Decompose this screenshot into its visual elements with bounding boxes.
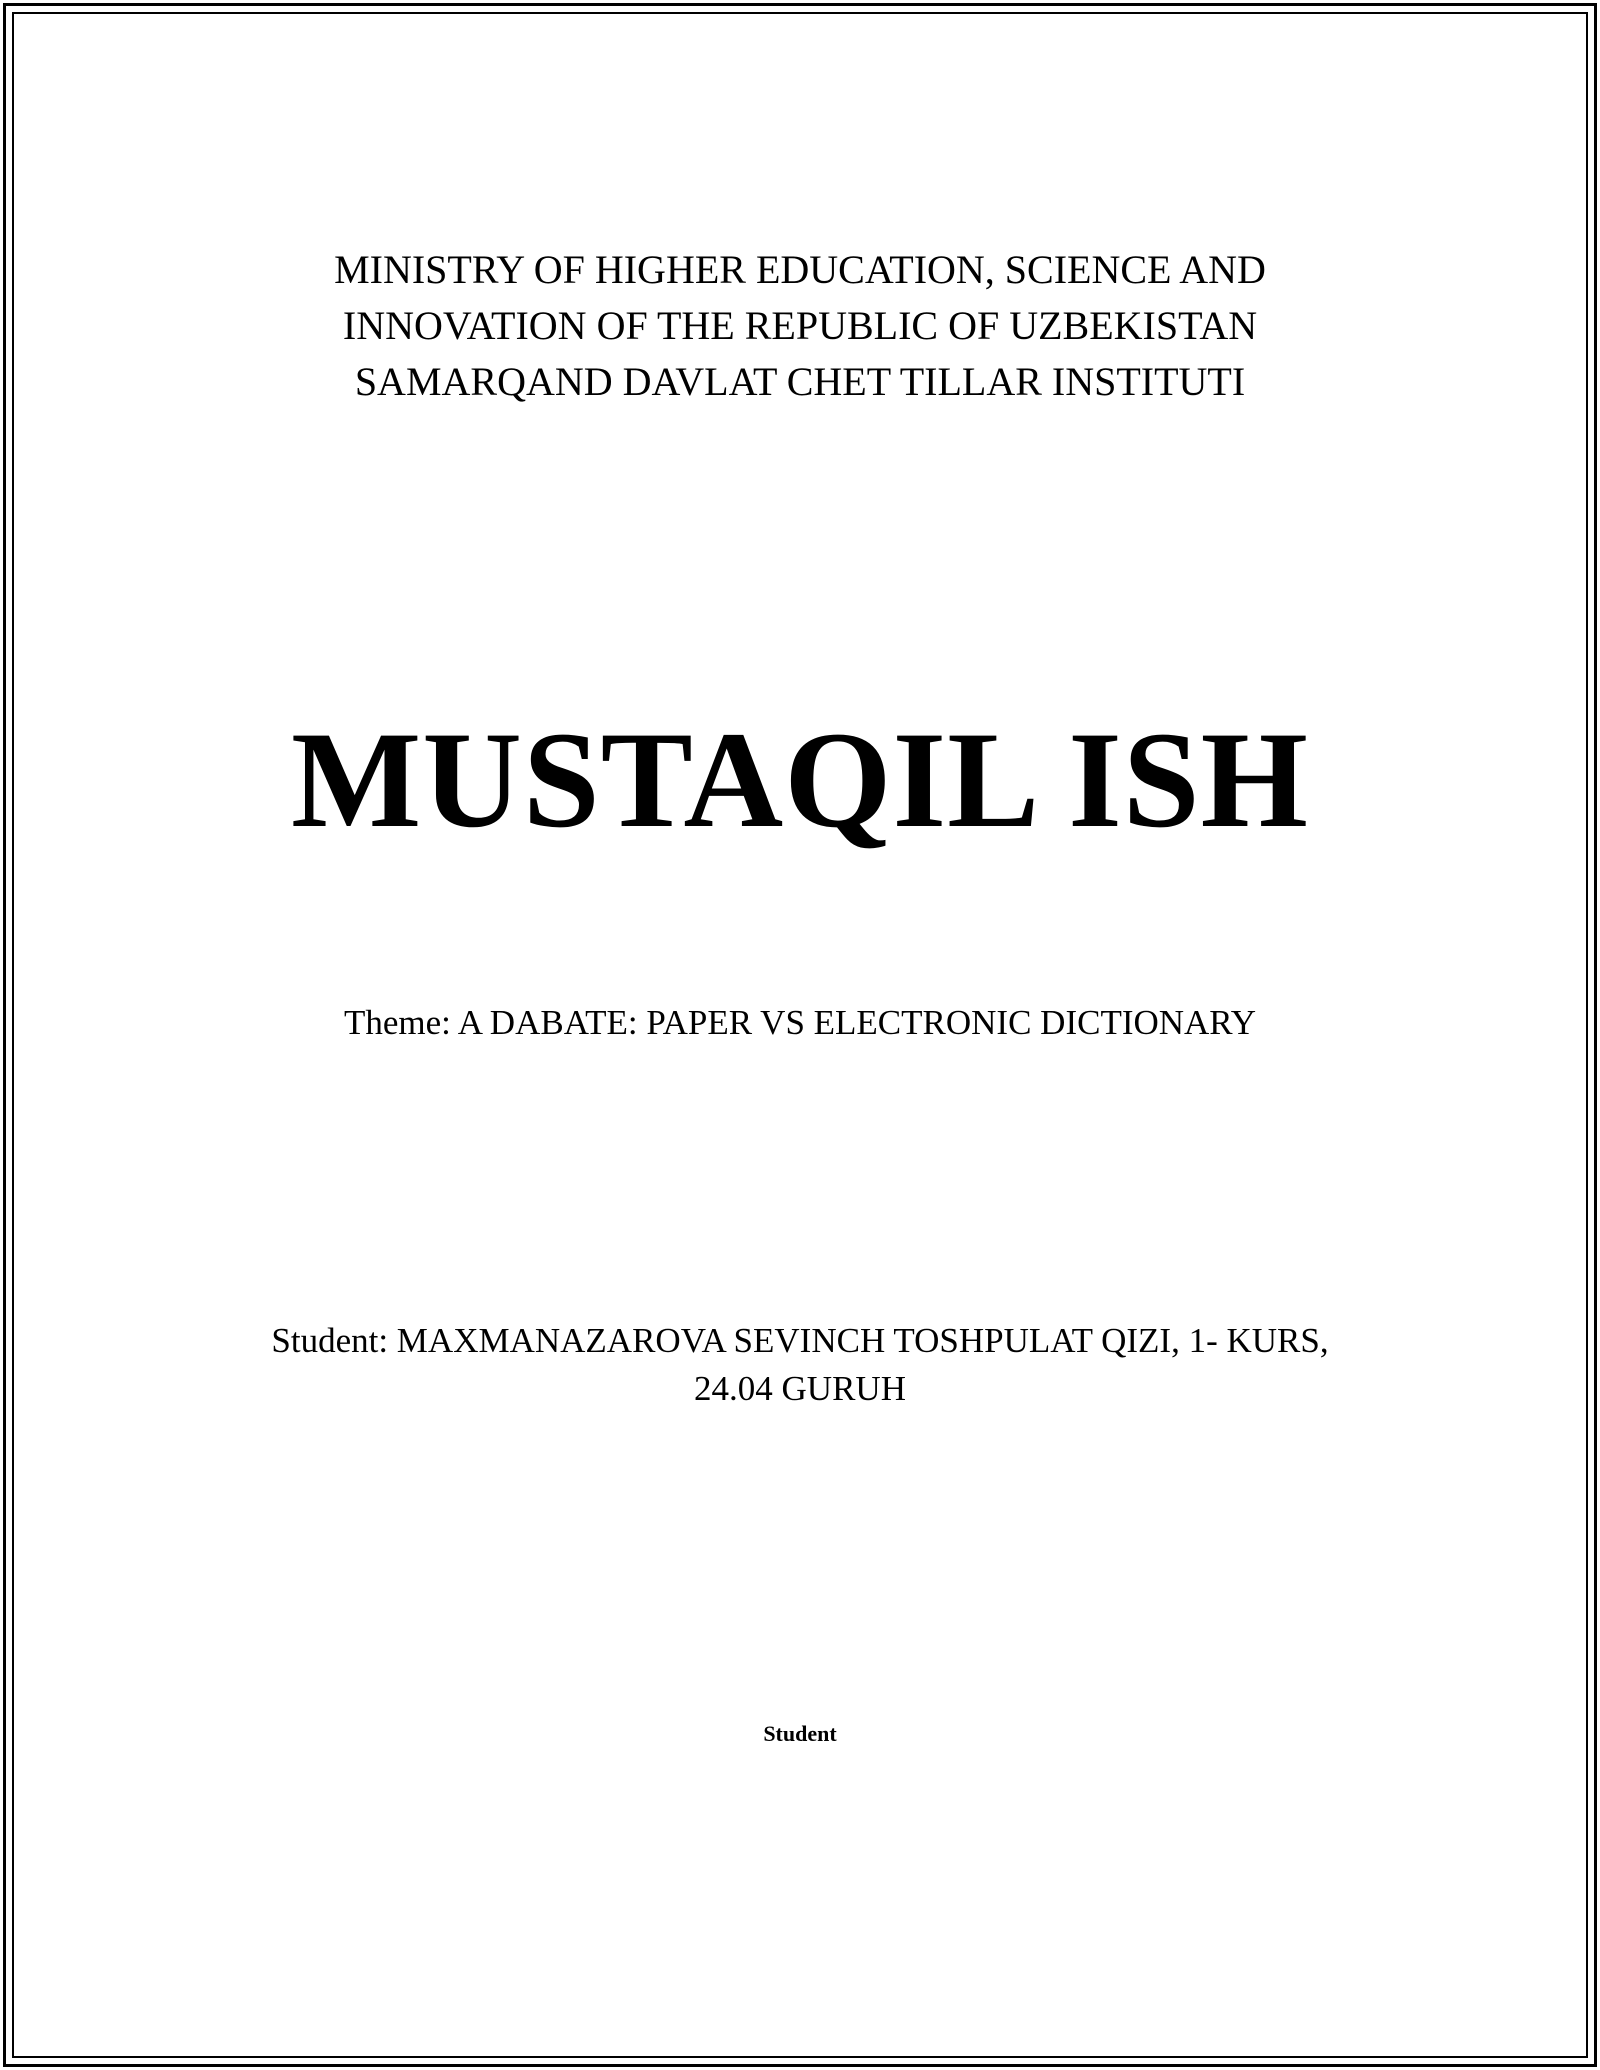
institution-header <box>0 242 1600 410</box>
student-line-2: 24.04 GURUH <box>694 1369 906 1408</box>
header-line-2: INNOVATION OF THE REPUBLIC OF UZBEKISTAN <box>342 303 1258 348</box>
student-line-1: Student: MAXMANAZAROVA SEVINCH TOSHPULAT QIZI, 1- KURS, <box>271 1321 1329 1360</box>
header-line-1: MINISTRY OF HIGHER EDUCATION, SCIENCE AND <box>334 247 1266 292</box>
document-title: MUSTAQIL ISH <box>291 703 1309 856</box>
theme-line: Theme: A DABATE: PAPER VS ELECTRONIC DICTIONARY <box>344 1003 1256 1042</box>
header-line-3: SAMARQAND DAVLAT CHET TILLAR INSTITUTI <box>354 359 1246 404</box>
student-signature-label: Student <box>763 1721 837 1746</box>
student-info <box>0 1317 1600 1413</box>
